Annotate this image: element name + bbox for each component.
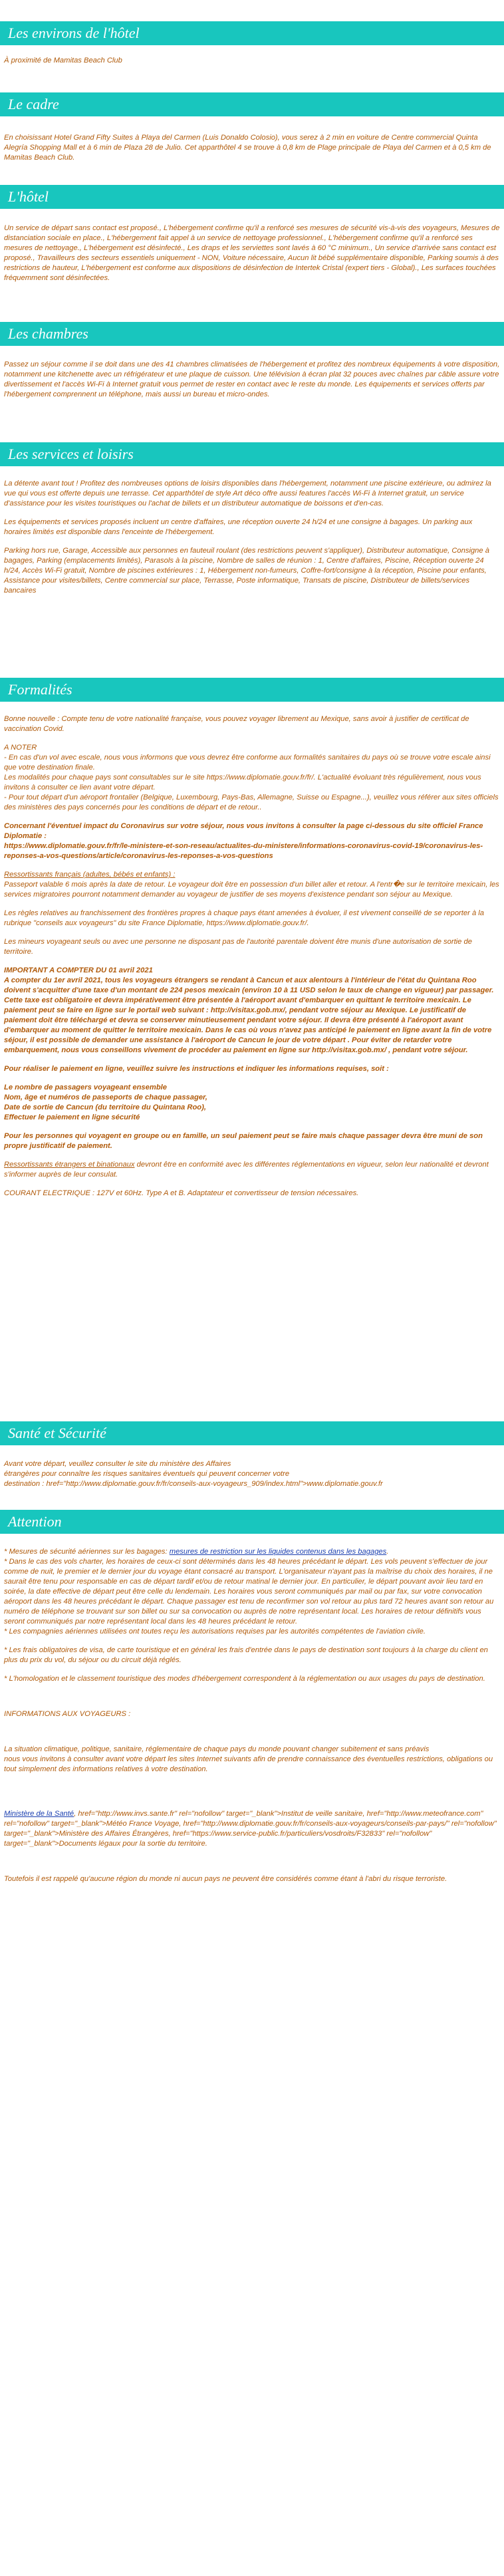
section-body-cadre <box>0 133 500 172</box>
formalites-p2: A NOTER - En cas d'un vol avec escale, nous vous informons que vous devrez être conforme aux formalités sanitaires du pays où se trouve votre escale ainsi que votre destination finale. Les modalités pour chaque pays sont consultables sur le site https://www.diplomatie.gouv.fr/fr/. L'actualité évoluant très régulièrement, nous vous invitons à consulter ce lien avant votre départ. - Pour tout départ d'un aéroport frontalier (Belgique, Luxembourg, Pays-Bas, Allemagne, Suisse ou Espagne...), veuillez vous référer aux sites officiels des ministères des pays concernés pour les conditions de départ et de retour.. <box>4 744 499 811</box>
attention-p2: * Les frais obligatoires de visa, de carte touristique et en général les frais d'entrée dans le pays de destination sont toujours à la charge du client en plus du prix du vol, du séjour ou du circuit déjà réglés. <box>4 1646 488 1664</box>
attention-p1-prefix: * Mesures de sécurité aériennes sur les bagages: <box>4 1548 170 1556</box>
formalites-p3: Concernant l'éventuel impact du Coronavirus sur votre séjour, nous vous invitons à consulter la page ci-dessous du site officiel France Diplomatie : https://www.diplomatie.gouv.fr/fr/le-ministere-et-son-reseau/actualites-du-ministere/informations-coronavirus-covid-19/coronavirus-les-reponses-a-vos-questions/article/coronavirus-les-reponses-a-vos-questions <box>4 822 483 860</box>
section-banner-environs <box>0 21 504 45</box>
attention-p7: Toutefois il est rappelé qu'aucune région du monde ni aucun pays ne peuvent être considérés comme étant à l'abri du risque terroriste. <box>4 1875 447 1883</box>
section-banner-hotel <box>0 185 504 209</box>
section-title-chambres: Les chambres <box>8 325 88 342</box>
liquids-restriction-link[interactable]: mesures de restriction sur les liquides contenus dans les bagages <box>169 1548 387 1556</box>
section-body-services <box>0 479 500 605</box>
section-banner-cadre <box>0 92 504 116</box>
ministere-sante-link[interactable]: Ministère de la Santé <box>4 1810 74 1818</box>
formalites-p4-title: Ressortissants français (adultes, bébés et enfants) : <box>4 871 176 879</box>
services-p1: La détente avant tout ! Profitez des nombreuses options de loisirs disponibles dans l'hébergement, notamment une piscine extérieure, ou admirez la vue qui vous est offerte depuis une terrasse. Cet apparthôtel de style Art déco offre aussi features l'accès Wi-Fi à Internet gratuit, un service d'assistance pour les visites touristiques ou l'achat de billets et un distributeur automatique de boissons et d'en-cas. <box>4 480 491 507</box>
section-title-sante: Santé et Sécurité <box>8 1425 106 1441</box>
chambres-text: Passez un séjour comme il se doit dans une des 41 chambres climatisées de l'hébergement et profitez des nombreux équipements à votre disposition, notamment une kitchenette avec un réfrigérateur et une plaque de cuisson. Une télévision à écran plat 32 pouces avec chaînes par câble assure votre divertissement et l'accès Wi-Fi à Internet gratuit vous permet de rester en contact avec le reste du monde. Les équipements et services offerts par l'hébergement comprennent un téléphone, mais aussi un bureau et micro-ondes. <box>4 360 500 398</box>
formalites-p6: Les mineurs voyageant seuls ou avec une personne ne disposant pas de l'autorité parentale doivent être munis d'une autorisation de sortie de territoire. <box>4 938 472 956</box>
section-title-formalites: Formalités <box>8 681 72 698</box>
services-p3: Parking hors rue, Garage, Accessible aux personnes en fauteuil roulant (des restrictions peuvent s'appliquer), Distributeur automatique, Consigne à bagages, Parking (emplacements limités), Parasols à la piscine, Nombre de salles de réunion : 1, Centre d'affaires, Piscine, Réception ouverte 24 h/24, Accès Wi-Fi gratuit, Nombre de piscines extérieures : 1, Hébergement non-fumeurs, Coffre-fort/consigne à la réception, Piscine pour enfants, Assistance pour visites/billets, Centre commercial sur place, Terrasse, Poste informatique, Transats de piscine, Distributeur de billets/services bancaires <box>4 547 489 595</box>
section-banner-formalites <box>0 678 504 702</box>
section-title-environs: Les environs de l'hôtel <box>8 25 140 41</box>
section-body-chambres <box>0 360 500 408</box>
section-title-hotel: L'hôtel <box>8 188 49 205</box>
section-banner-services <box>0 442 504 466</box>
formalites-p1: Bonne nouvelle : Compte tenu de votre nationalité française, vous pouvez voyager librement au Mexique, sans avoir à justifier de certificat de vaccination Covid. <box>4 715 469 733</box>
formalites-p5: Les règles relatives au franchissement des frontières propres à chaque pays étant amenées à évoluer, il est vivement conseillé de se reporter à la rubrique "conseils aux voyageurs" du site France Diplomatie, https://www.diplomatie.gouv.fr/. <box>4 909 484 927</box>
section-body-environs <box>0 56 500 74</box>
formalites-p11: devront être en conformité avec les différentes réglementations en vigueur, selon leur nationalité et devront s'informer auprès de leur consulat. <box>4 1161 489 1179</box>
attention-p1-rest: . * Dans le cas des vols charter, les horaires de ceux-ci sont déterminés dans les 48 heures précédant le départ. Les vols peuvent s'effectuer de jour comme de nuit, le premier et le dernier jour du voyage étant consacré au transport. L'organisateur n'ayant pas la maîtrise du choix des horaires, il ne saurait être tenu pour responsable en cas de départ tardif et/ou de retour matinal le dernier jour. En particulier, le départ pouvant avoir lieu tard en soirée, la date effective de départ peut être celle du lendemain. Les horaires vous seront communiqués par mail ou par fax, sur votre convocation aéroport dans les 48 heures précédant le départ. Chaque passager est tenu de reconfirmer son vol retour au plus tard 72 heures avant son retour au numéro de téléphone se trouvant sur son billet ou sur sa convocation ou auprès de notre représentant local. Les horaires de retour définitifs vous seront communiqués par notre représentant local dans les 48 heures précédant le retour. * Les compagnies aériennes utilisées ont toutes reçu les autorisations requises par les autorités compétentes de l'aviation civile. <box>4 1548 494 1636</box>
formalites-p12: COURANT ELECTRIQUE : 127V et 60Hz. Type A et B. Adaptateur et convertisseur de tension nécessaires. <box>4 1189 359 1197</box>
formalites-p7-title: IMPORTANT A COMPTER DU 01 avril 2021 <box>4 966 153 974</box>
formalites-p10: Pour les personnes qui voyagent en groupe ou en famille, un seul paiement peut se faire mais chaque passager devra être muni de son propre justificatif de paiement. <box>4 1132 483 1150</box>
section-body-hotel <box>0 223 500 292</box>
formalites-p7: A compter du 1er avril 2021, tous les voyageurs étrangers se rendant à Cancun et aux alentours à l'intérieur de l'état du Quintana Roo doivent s'acquitter d'une taxe d'un montant de 224 pesos mexicain (environ 10 à 11 USD selon le taux de change en vigueur) par passager. Cette taxe est obligatoire et devra impérativement être présentée à l'aéroport avant d'embarquer en quittant le territoire mexicain. Le paiement peut se faire en ligne sur le portail web suivant : http://visitax.gob.mx/, pendant votre séjour au Mexique. Le justificatif de paiement doit être téléchargé et devra se conserver minutieusement pendant votre séjour. Il devra être présenté à l'aéroport avant d'embarquer au moment de quitter le territoire mexicain. Dans le cas où vous n'avez pas anticipé le paiement en ligne avant la fin de votre séjour, il est possible de demander une assistance à l'aéroport de Cancun le jour de votre départ . Pour éviter de retarder votre embarquement, nous vous conseillons vivement de procéder au paiement en ligne sur http://visitax.gob.mx/ , pendant votre séjour. <box>4 976 494 1054</box>
formalites-p9: Le nombre de passagers voyageant ensemble Nom, âge et numéros de passeports de chaque passager, Date de sortie de Cancun (du territoire du Quintana Roo), Effectuer le paiement en ligne sécurité <box>4 1083 207 1121</box>
attention-p4: INFORMATIONS AUX VOYAGEURS : <box>4 1710 131 1718</box>
environs-text: À proximité de Mamitas Beach Club <box>4 57 122 65</box>
attention-p3: * L'homologation et le classement touristique des modes d'hébergement correspondent à la réglementation ou aux usages du pays de destination. <box>4 1675 485 1683</box>
cadre-text: En choisissant Hotel Grand Fifty Suites à Playa del Carmen (Luis Donaldo Colosio), vous serez à 2 min en voiture de Centre commercial Quinta Alegría Shopping Mall et à 6 min de Plaza 28 de Julio. Cet apparthôtel 4 se trouve à 0,8 km de Plage principale de Playa del Carmen et à 0,5 km de Mamitas Beach Club. <box>4 134 491 162</box>
section-title-services: Les services et loisirs <box>8 446 134 462</box>
section-title-attention: Attention <box>8 1513 62 1530</box>
hotel-text: Un service de départ sans contact est proposé., L'hébergement confirme qu'il a renforcé ses mesures de sécurité vis-à-vis des voyageurs, Mesures de distanciation sociale en place., L'hébergement fait appel à un service de nettoyage professionnel., L'hébergement confirme qu'il a renforcé ses mesures de nettoyage., L'hébergement est désinfecté., Les draps et les serviettes sont lavés à 60 °C minimum., Un service d'arrivée sans contact est proposé., Travailleurs des secteurs essentiels uniquement - NON, Voiture nécessaire, Aucun lit bébé supplémentaire disponible, Parking soumis à des restrictions de hauteur, L'hébergement est conforme aux dispositions de désinfection de Intertek Cristal (expert tiers - Global)., Les surfaces touchées fréquemment sont désinfectées. <box>4 224 500 282</box>
section-body-formalites <box>0 714 500 1207</box>
section-banner-sante <box>0 1421 504 1445</box>
formalites-p4: Passeport valable 6 mois après la date de retour. Le voyageur doit être en possession d'un billet aller et retour. A l'entr�e sur le territoire mexicain, les services migratoires pourront notamment demander au voyageur de justifier de ses moyens d'existence pendant son séjour au Mexique. <box>4 881 499 899</box>
section-title-cadre: Le cadre <box>8 96 59 112</box>
section-body-sante <box>0 1459 500 1498</box>
formalites-p11-title: Ressortissants étrangers et binationaux <box>4 1161 135 1169</box>
attention-p5: La situation climatique, politique, sanitaire, réglementaire de chaque pays du monde pouvant changer subitement et sans préavis nous vous invitons à consulter avant votre départ les sites Internet suivants afin de prendre connaissance des éventuelles restrictions, obligations ou tout simplement des informations relatives à votre destination. <box>4 1745 493 1773</box>
attention-p6-rest: , href="http://www.invs.sante.fr" rel="nofollow" target="_blank">Institut de veille sanitaire, href="http://www.meteofrance.com" rel="nofollow" target="_blank">Météo France Voyage, href="http://www.diplomatie.gouv.fr/fr/conseils-aux-voyageurs/conseils-par-pays/" rel="nofollow" target="_blank">Ministère des Affaires Étrangères, href="https://www.service-public.fr/particuliers/vosdroits/F32833" rel="nofollow" target="_blank">Documents légaux pour la sortie du territoire. <box>4 1810 497 1848</box>
section-banner-chambres <box>0 322 504 346</box>
services-p2: Les équipements et services proposés incluent un centre d'affaires, une réception ouverte 24 h/24 et une consigne à bagages. Un parking aux horaires limités est disponible dans l'enceinte de l'hébergement. <box>4 518 473 536</box>
formalites-p8: Pour réaliser le paiement en ligne, veuillez suivre les instructions et indiquer les informations requises, soit : <box>4 1065 389 1073</box>
sante-text: Avant votre départ, veuillez consulter le site du ministère des Affaires étrangères pour connaître les risques sanitaires éventuels qui peuvent concerner votre destination : href="http://www.diplomatie.gouv.fr/fr/conseils-aux-voyageurs_909/index.html">www.diplomatie.gouv.fr <box>4 1460 383 1488</box>
section-banner-attention <box>0 1510 504 1534</box>
section-body-attention <box>0 1547 500 1893</box>
